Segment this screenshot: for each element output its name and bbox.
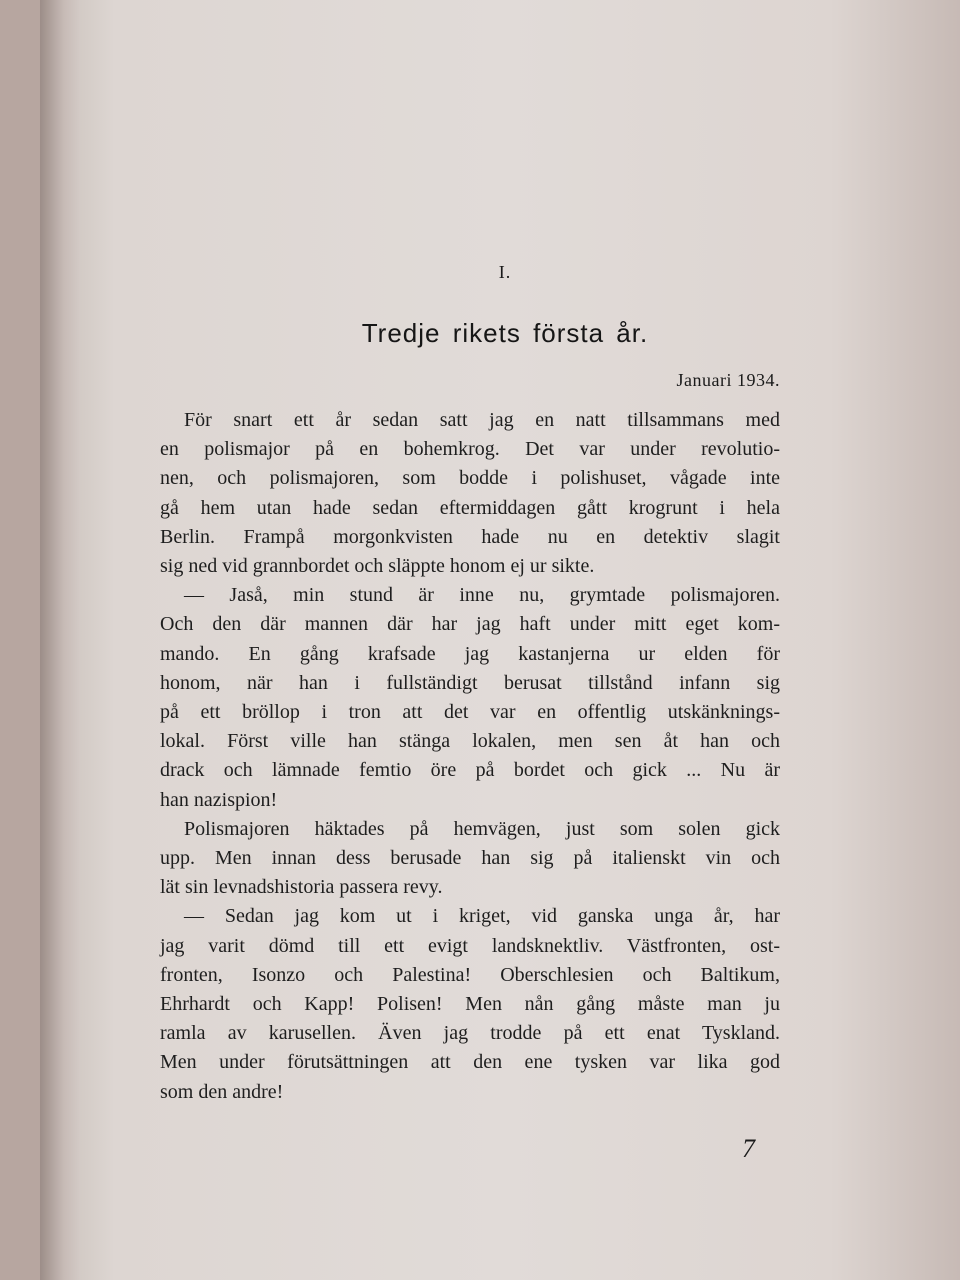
text-line: han nazispion! <box>160 788 278 811</box>
text-line: Men under förutsättningen att den ene tysken var lika god <box>160 1051 780 1074</box>
text-line: fronten, Isonzo och Palestina! Oberschlesien och Baltikum, <box>160 963 780 986</box>
text-line: Ehrhardt och Kapp! Polisen! Men nån gång måste man ju <box>160 993 780 1016</box>
chapter-date: Januari 1934. <box>676 370 780 390</box>
text-line: lokal. Först ville han stänga lokalen, men sen åt han och <box>160 730 780 753</box>
page-number: 7 <box>742 1134 755 1163</box>
text-line: jag varit dömd till ett evigt landsknektliv. Västfronten, ost- <box>160 934 780 957</box>
text-line: upp. Men innan dess berusade han sig på italienskt vin och <box>160 847 780 870</box>
page-gutter <box>40 0 80 1280</box>
text-line: sig ned vid grannbordet och släppte honom ej ur sikte. <box>160 555 595 578</box>
text-line: Och den där mannen där har jag haft under mitt eget kom- <box>160 613 780 636</box>
text-line: en polismajor på en bohemkrog. Det var under revolutio- <box>160 438 780 461</box>
text-line: honom, när han i fullständigt berusat tillstånd infann sig <box>160 671 780 694</box>
book-page <box>40 0 960 1280</box>
text-line: — Jaså, min stund är inne nu, grymtade polismajoren. <box>184 584 780 607</box>
text-line: lät sin levnadshistoria passera revy. <box>160 876 443 899</box>
text-line: nen, och polismajoren, som bodde i polishuset, vågade inte <box>160 467 780 490</box>
text-line: mando. En gång krafsade jag kastanjerna ur elden för <box>160 642 780 665</box>
text-line: ramla av karusellen. Även jag trodde på ett enat Tyskland. <box>160 1022 780 1045</box>
body-text <box>160 406 780 1107</box>
text-line: Berlin. Frampå morgonkvisten hade nu en detektiv slagit <box>160 525 780 548</box>
chapter-number: I. <box>498 262 512 282</box>
text-line: gå hem utan hade sedan eftermiddagen gått krogrunt i hela <box>160 496 780 519</box>
text-line: — Sedan jag kom ut i kriget, vid ganska unga år, har <box>184 905 780 928</box>
text-line: Polismajoren häktades på hemvägen, just som solen gick <box>184 817 780 840</box>
text-line: För snart ett år sedan satt jag en natt tillsammans med <box>184 409 780 431</box>
chapter-title: Tredje rikets första år. <box>361 318 649 348</box>
text-line: på ett bröllop i tron att det var en offentlig utskänknings- <box>160 701 780 724</box>
text-line: drack och lämnade femtio öre på bordet och gick ... Nu är <box>160 759 780 782</box>
text-line: som den andre! <box>160 1080 284 1103</box>
